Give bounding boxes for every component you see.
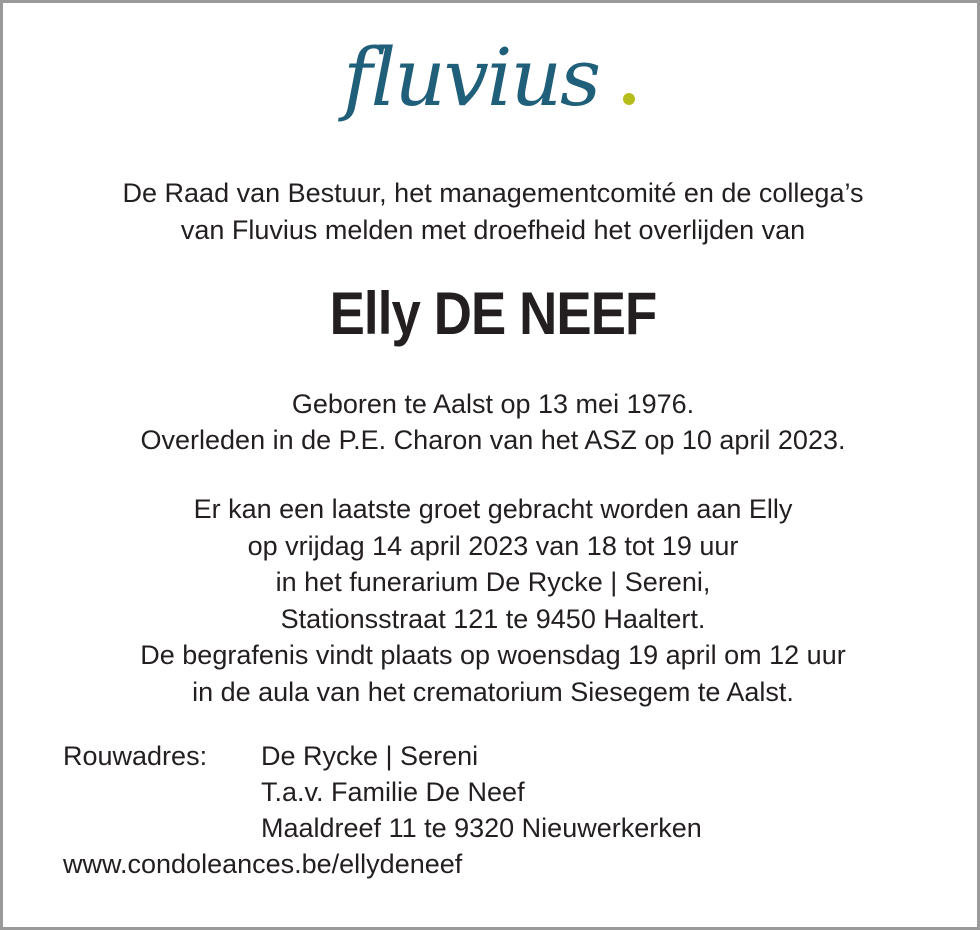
details-line: De begrafenis vindt plaats op woensdag 19 april om 12 uur	[140, 640, 846, 670]
intro-line: De Raad van Bestuur, het managementcomité en de collega’s	[122, 178, 864, 208]
details-line: in de aula van het crematorium Siesegem te Aalst.	[192, 676, 794, 707]
details-line: op vrijdag 14 april 2023 van 18 tot 19 uur	[247, 530, 739, 561]
fluvius-logo-graphic	[333, 33, 653, 143]
address-line: De Rycke | Sereni	[261, 741, 479, 771]
fluvius-logo	[333, 33, 653, 143]
death-line: Overleden in de P.E. Charon van het ASZ op 10 april 2023.	[140, 425, 846, 455]
details-line: Er kan een laatste groet gebracht worden aan Elly	[193, 494, 793, 524]
address-row	[63, 738, 702, 774]
address-row	[63, 810, 702, 846]
details-line: Stationsstraat 121 te 9450 Haaltert.	[280, 603, 706, 634]
condolence-link[interactable]: www.condoleances.be/ellydeneef	[63, 849, 463, 879]
address-line: T.a.v. Familie De Neef	[261, 777, 525, 807]
deceased-name: Elly DE NEEF	[329, 280, 657, 347]
mourning-address	[63, 738, 702, 846]
fluvius-logo-dot	[623, 93, 635, 105]
ceremony-details	[3, 491, 980, 710]
fluvius-logo-wordmark: fluvius	[343, 33, 600, 124]
address-line: Maaldreef 11 te 9320 Nieuwerkerken	[261, 813, 702, 843]
birth-death-dates	[3, 386, 980, 458]
intro-text	[3, 175, 980, 249]
birth-line: Geboren te Aalst op 13 mei 1976.	[291, 389, 695, 419]
intro-line: van Fluvius melden met droefheid het overlijden van	[180, 215, 806, 245]
address-row	[63, 774, 702, 810]
details-line: in het funerarium De Rycke | Sereni,	[275, 567, 711, 597]
address-label: Rouwadres:	[63, 741, 208, 771]
